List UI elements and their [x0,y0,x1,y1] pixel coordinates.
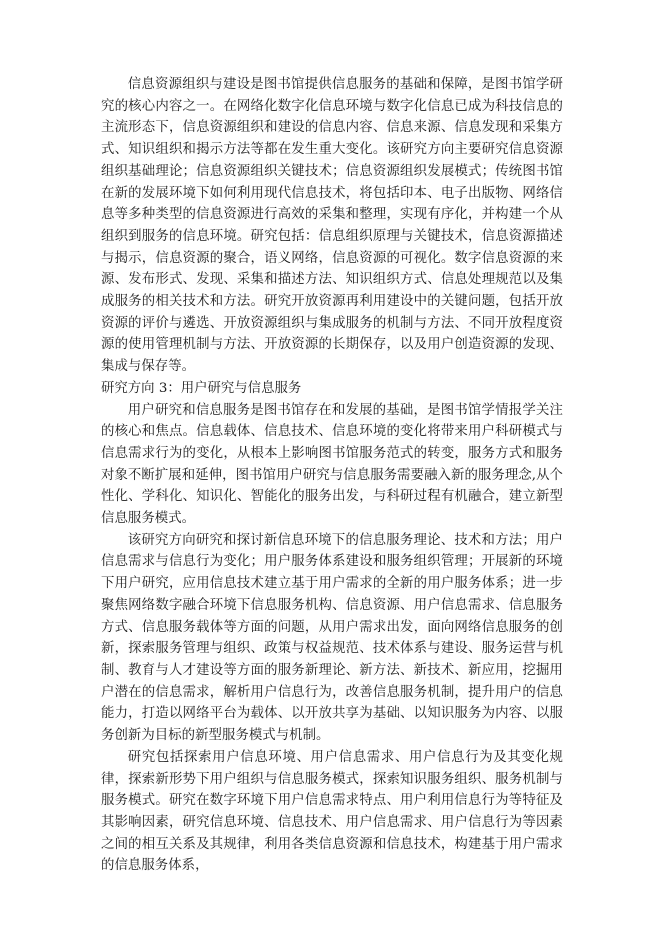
paragraph-user-research-intro: 用户研究和信息服务是图书馆存在和发展的基础，是图书馆学情报学关注的核心和焦点。信息载体、信息技术、信息环境的变化将带来用户科研模式与信息需求行为的变化，从根本上影响图书馆服务范式的转变，服务方式和服务对象不断扩展和延伸，图书馆用户研究与信息服务需要融入新的服务理念,从个性化、学科化、知识化、智能化的服务出发，与科研过程有机融合，建立新型信息服务模式。 [101,402,563,527]
document-body [101,74,563,877]
section-heading-user-research: 研究方向 3：用户研究与信息服务 [101,380,302,396]
paragraph-user-research-direction: 该研究方向研究和探讨新信息环境下的信息服务理论、技术和方法；用户信息需求与信息行为变化；用户服务体系建设和服务组织管理；开展新的环境下用户研究，应用信息技术建立基于用户需求的全新的用户服务体系；进一步聚焦网络数字融合环境下信息服务机构、信息资源、用户信息需求、信息服务方式、信息服务载体等方面的问题，从用户需求出发，面向网络信息服务的创新，探索服务管理与组织、政策与权益规范、技术体系与建设、服务运营与机制、教育与人才建设等方面的服务新理论、新方法、新技术、新应用，挖掘用户潜在的信息需求，解析用户信息行为，改善信息服务机制，提升用户的信息能力，打造以网络平台为载体、以开放共享为基础、以知识服务为内容、以服务创新为目标的新型服务模式与机制。 [101,532,563,744]
paragraph-user-research-scope: 研究包括探索用户信息环境、用户信息需求、用户信息行为及其变化规律，探索新形势下用户组织与信息服务模式，探索知识服务组织、服务机制与服务模式。研究在数字环境下用户信息需求特点、用户利用信息行为等特征及其影响因素，研究信息环境、信息技术、用户信息需求、用户信息行为等因素之间的相互关系及其规律，利用各类信息资源和信息技术，构建基于用户需求的信息服务体系， [101,749,563,874]
paragraph-resource-organization: 信息资源组织与建设是图书馆提供信息服务的基础和保障，是图书馆学研究的核心内容之一。在网络化数字化信息环境与数字化信息已成为科技信息的主流形态下，信息资源组织和建设的信息内容、信息来源、信息发现和采集方式、知识组织和揭示方法等都在发生重大变化。该研究方向主要研究信息资源组织基础理论；信息资源组织关键技术；信息资源组织发展模式；传统图书馆在新的发展环境下如何利用现代信息技术，将包括印本、电子出版物、网络信息等多种类型的信息资源进行高效的采集和整理，实现有序化，并构建一个从组织到服务的信息环境。研究包括：信息组织原理与关键技术，信息资源描述与揭示，信息资源的聚合，语义网络，信息资源的可视化。数字信息资源的来源、发布形式、发现、采集和描述方法、知识组织方式、信息处理规范以及集成服务的相关技术和方法。研究开放资源再利用建设中的关键问题，包括开放资源的评价与遴选、开放资源组织与集成服务的机制与方法、不同开放程度资源的使用管理机制与方法、开放资源的长期保存，以及用户创造资源的发现、集成与保存等。 [101,77,563,375]
